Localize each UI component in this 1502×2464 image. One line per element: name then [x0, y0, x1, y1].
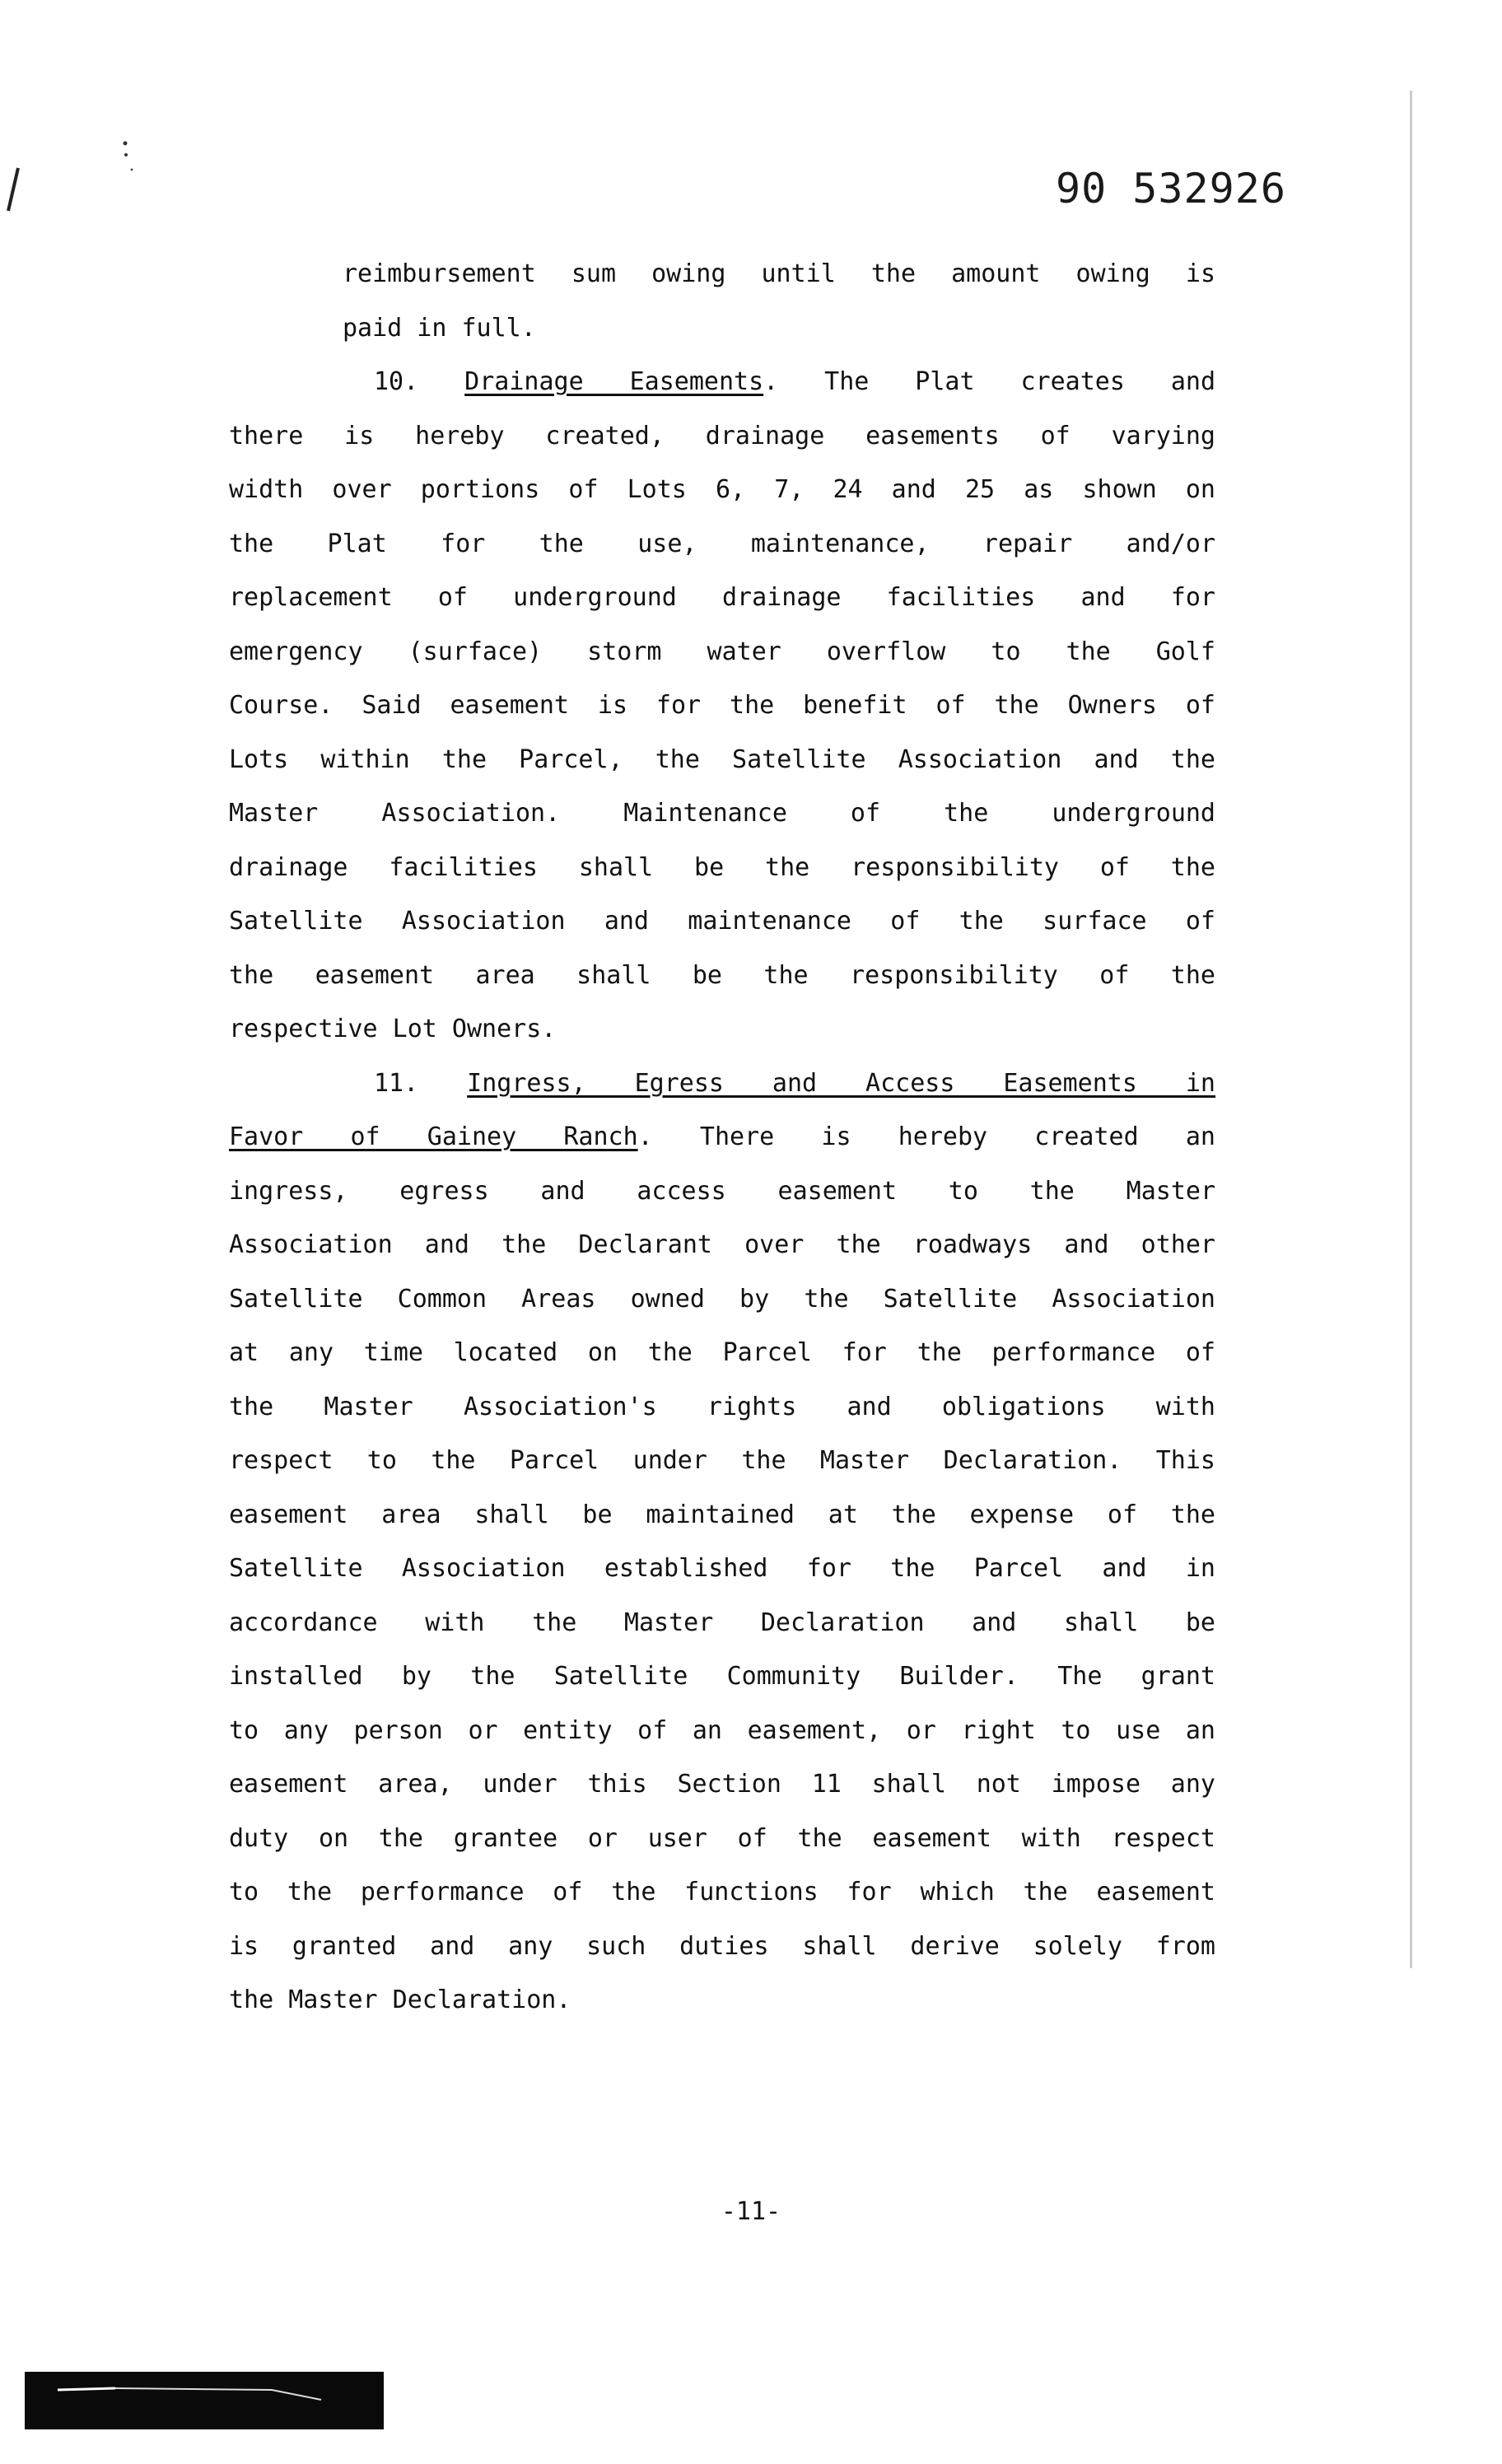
section-number: 11. — [374, 1068, 419, 1098]
text-line: respective Lot Owners. — [229, 1015, 557, 1043]
text-line: emergency (surface) storm water overflow to the Golf — [229, 637, 1215, 666]
page-number: -11- — [721, 2197, 781, 2226]
scan-specks — [119, 138, 138, 188]
text-line: ingress, egress and access easement to the Master — [229, 1176, 1215, 1206]
text-line: Satellite Association and maintenance of the surface of — [229, 907, 1215, 936]
text-line: Lots within the Parcel, the Satellite Association and the — [229, 744, 1215, 774]
text-line: is granted and any such duties shall derive solely from — [229, 1931, 1215, 1961]
section-title: Drainage Easements — [464, 367, 764, 396]
text-fragment: . There is hereby created an — [637, 1122, 1215, 1151]
text-line: duty on the grantee or user of the easement with respect — [229, 1823, 1215, 1853]
text-line: paid in full. — [343, 313, 536, 343]
section-10-heading-line — [229, 355, 1215, 409]
text-line: reimbursement sum owing until the amount owing is — [343, 259, 1215, 288]
text-line: to any person or entity of an easement, or right to use an — [229, 1715, 1215, 1745]
document-body — [229, 247, 1215, 2028]
text-fragment: . The Plat creates and — [763, 367, 1216, 396]
text-line: respect to the Parcel under the Master Declaration. This — [229, 1446, 1215, 1475]
section-number: 10. — [374, 367, 419, 396]
section-title-continued: Favor of Gainey Ranch — [229, 1122, 638, 1151]
text-line: Master Association. Maintenance of the underground — [229, 799, 1215, 828]
text-line: installed by the Satellite Community Builder. The grant — [229, 1662, 1215, 1691]
text-line: Satellite Common Areas owned by the Satellite Association — [229, 1284, 1215, 1314]
text-line: Association and the Declarant over the roadways and other — [229, 1230, 1215, 1259]
pen-mark — [3, 165, 23, 214]
text-line: the easement area shall be the responsibility of the — [229, 960, 1215, 990]
section-title: Ingress, Egress and Access Easements in — [467, 1068, 1215, 1098]
scan-redaction-bar — [25, 2372, 384, 2429]
text-line: to the performance of the functions for which the easement — [229, 1878, 1215, 1906]
text-line: at any time located on the Parcel for the performance of — [229, 1338, 1215, 1367]
document-number: 90 532926 — [1056, 165, 1286, 212]
text-line: Course. Said easement is for the benefit of the Owners of — [229, 691, 1215, 720]
text-line: accordance with the Master Declaration and shall be — [229, 1608, 1215, 1637]
text-line: the Plat for the use, maintenance, repair and/or — [229, 529, 1215, 558]
text-line: replacement of underground drainage facilities and for — [229, 583, 1215, 612]
section-11-heading-line — [229, 1057, 1215, 1111]
page-edge-rule — [1410, 91, 1412, 1968]
text-line: Satellite Association established for the Parcel and in — [229, 1554, 1215, 1583]
text-line: width over portions of Lots 6, 7, 24 and 25 as shown on — [229, 475, 1215, 504]
text-line: drainage facilities shall be the responsibility of the — [229, 852, 1215, 882]
text-line: the Master Declaration. — [229, 1986, 571, 2014]
text-line: the Master Association's rights and obligations with — [229, 1392, 1215, 1421]
text-line: easement area, under this Section 11 shall not impose any — [229, 1770, 1215, 1799]
text-line: easement area shall be maintained at the expense of the — [229, 1500, 1215, 1529]
text-line: there is hereby created, drainage easements of varying — [229, 421, 1215, 450]
bar-artifact — [25, 2372, 384, 2429]
section-11-heading-line-2 — [229, 1110, 1215, 1164]
